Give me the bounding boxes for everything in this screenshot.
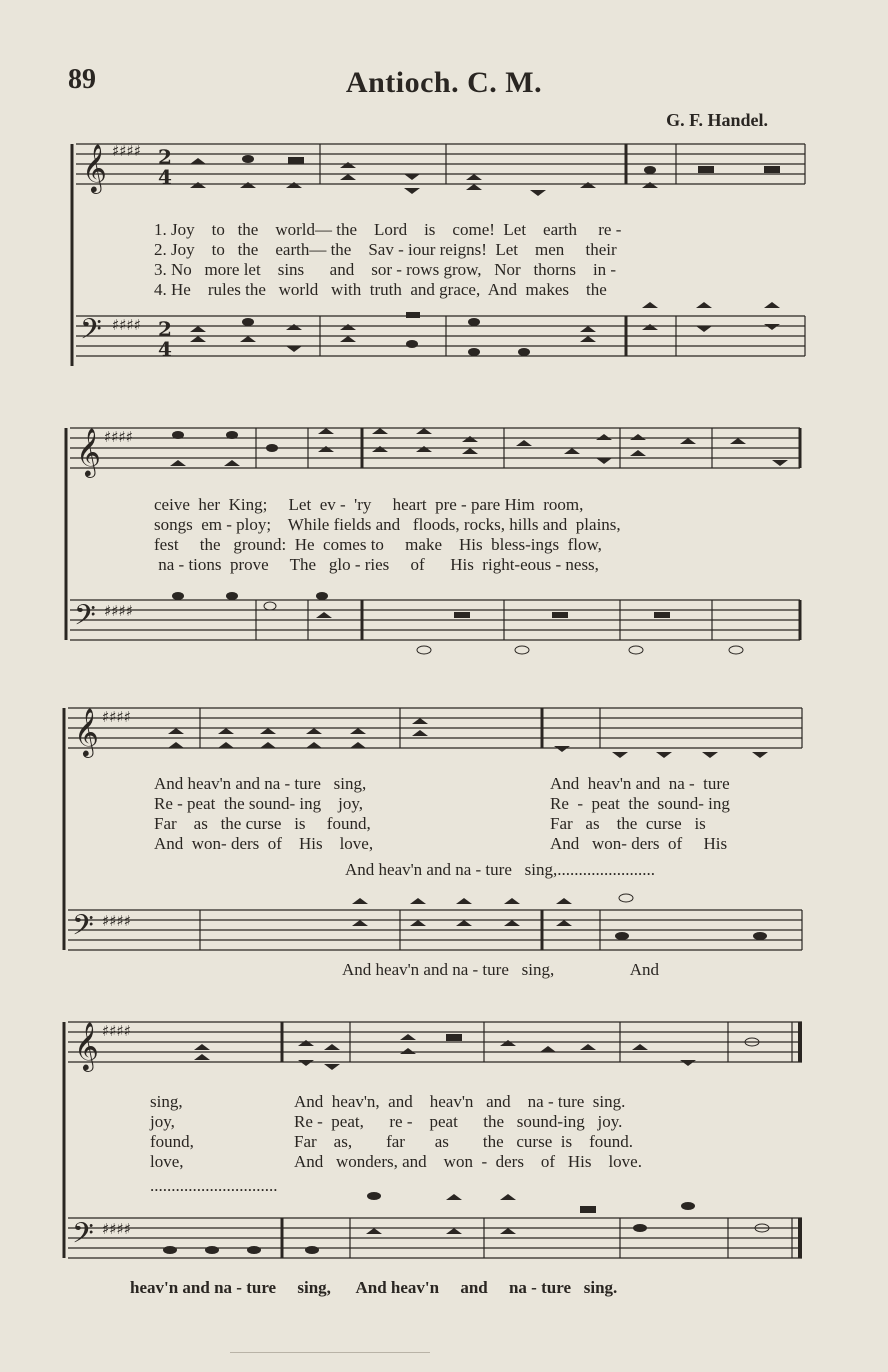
verse-1-line: ceive her King; Let ev - 'ry heart pre - pare Him room, (154, 495, 584, 514)
system-4-lyrics-left (150, 1092, 194, 1172)
verse-4-line: And won- ders of His love, (154, 834, 374, 853)
verse-3-line-left: found, (150, 1132, 194, 1151)
system-1-lyrics (154, 220, 621, 300)
svg-text:♯♯♯♯: ♯♯♯♯ (112, 316, 142, 334)
verse-3-line: Far as the curse is found, (154, 814, 371, 833)
verse-2-line: 2. Joy to the earth— the Sav - iour reigns! Let men their (154, 240, 617, 259)
svg-text:𝄢: 𝄢 (72, 909, 94, 949)
svg-text:2: 2 (158, 317, 172, 341)
system-3 (0, 690, 888, 990)
svg-text:♯♯♯♯: ♯♯♯♯ (112, 142, 142, 160)
verse-4-line: And wonders, and won - ders of His love. (294, 1152, 642, 1171)
svg-text:𝄢: 𝄢 (74, 599, 96, 639)
svg-text:♯♯♯♯: ♯♯♯♯ (104, 602, 134, 620)
verse-3-line: fest the ground: He comes to make His bless-ings flow, (154, 535, 602, 554)
verse-1-line: 1. Joy to the world— the Lord is come! Let earth re - (154, 220, 622, 239)
verse-2-line-left: joy, (150, 1112, 175, 1131)
svg-text:𝄞: 𝄞 (82, 143, 107, 192)
system-3-staves (0, 690, 888, 990)
composer: G. F. Handel. (666, 110, 768, 130)
verse-1-line-right: And heav'n and na - ture (550, 774, 730, 793)
system-3-lyrics-right (550, 774, 730, 854)
svg-text:♯♯♯♯: ♯♯♯♯ (104, 428, 134, 446)
verse-1-line: And heav'n, and heav'n and na - ture sing. (294, 1092, 626, 1111)
verse-1-line: And heav'n and na - ture sing, (154, 774, 367, 793)
svg-text:2: 2 (158, 145, 172, 169)
system-4 (0, 1000, 888, 1320)
svg-text:♯♯♯♯: ♯♯♯♯ (102, 912, 132, 930)
bass-lyrics: heav'n and na - ture sing, And heav'n and na - ture sing. (130, 1278, 618, 1297)
alto-cue-text: And heav'n and na - ture sing,....................... (345, 860, 655, 879)
svg-text:♯♯♯♯: ♯♯♯♯ (102, 1220, 132, 1238)
verse-4-line-left: love, (150, 1152, 184, 1171)
verse-3-line: Far as, far as the curse is found. (294, 1132, 633, 1151)
verse-1-line-left: sing, (150, 1092, 183, 1111)
system-3-lyrics (154, 774, 373, 854)
verse-2-line: Re - peat, re - peat the sound-ing joy. (294, 1112, 623, 1131)
page-number: 89 (68, 64, 96, 95)
system-2 (0, 400, 888, 680)
svg-text:𝄞: 𝄞 (74, 1021, 99, 1070)
verse-2-line: songs em - ploy; While fields and floods, rocks, hills and plains, (154, 515, 621, 534)
verse-4-line: na - tions prove The glo - ries of His right-eous - ness, (154, 555, 599, 574)
hymn-title: Antioch. C. M. (345, 66, 543, 99)
system-4-lyrics (294, 1092, 642, 1172)
bass-cue-text: And heav'n and na - ture sing, And (342, 960, 660, 979)
verse-4-line: 4. He rules the world with truth and grace, And makes the (154, 280, 607, 299)
verse-2-line-right: Re - peat the sound- ing (550, 794, 730, 813)
verse-3-line-right: Far as the curse is (550, 814, 706, 833)
svg-text:𝄞: 𝄞 (76, 427, 101, 476)
bottom-rule (230, 1352, 430, 1353)
svg-text:𝄞: 𝄞 (74, 707, 99, 756)
svg-text:4: 4 (158, 337, 172, 361)
svg-text:♯♯♯♯: ♯♯♯♯ (102, 1022, 132, 1040)
system-1 (0, 130, 888, 390)
verse-2-line: Re - peat the sound- ing joy, (154, 794, 363, 813)
system-2-lyrics (154, 495, 621, 575)
svg-text:4: 4 (158, 165, 172, 189)
verse-3-line: 3. No more let sins and sor - rows grow, Nor thorns in - (154, 260, 617, 279)
dotted-continuation: .............................. (150, 1176, 278, 1195)
svg-text:𝄢: 𝄢 (80, 313, 102, 353)
verse-4-line-right: And won- ders of His (550, 834, 728, 853)
svg-text:♯♯♯♯: ♯♯♯♯ (102, 708, 132, 726)
svg-text:𝄢: 𝄢 (72, 1217, 94, 1257)
